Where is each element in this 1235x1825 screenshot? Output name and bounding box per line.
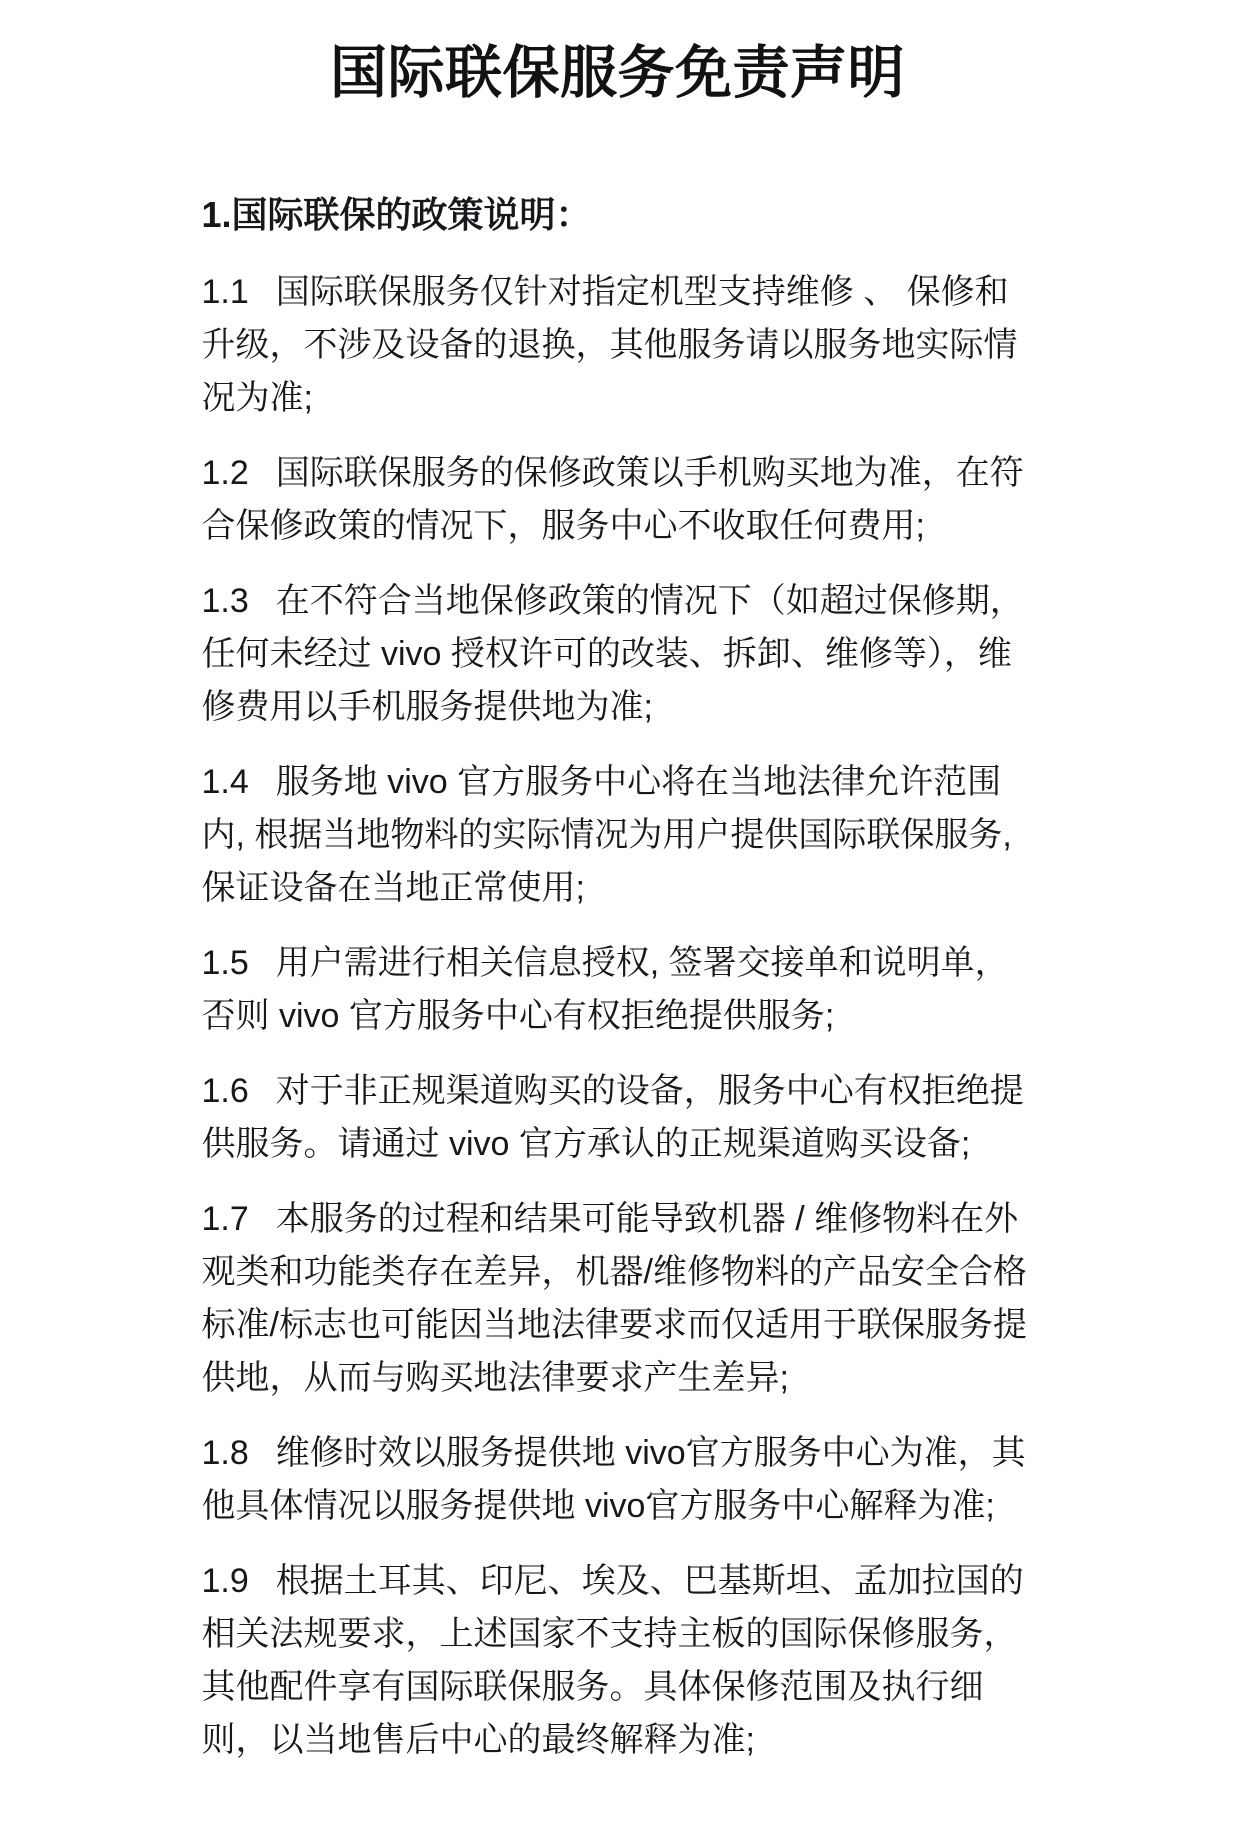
clause-1-6 bbox=[202, 1065, 1034, 1171]
clause-number: 1.7 bbox=[201, 1200, 249, 1238]
clause-1-1 bbox=[202, 266, 1034, 425]
clause-text: 对于非正规渠道购买的设备，服务中心有权拒绝提供服务。请通过 vivo 官方承认的正规渠道购买设备; bbox=[201, 1072, 1024, 1163]
clause-1-7 bbox=[202, 1193, 1034, 1405]
clause-text: 在不符合当地保修政策的情况下（如超过保修期，任何未经过 vivo 授权许可的改装、拆卸、维修等），维修费用以手机服务提供地为准; bbox=[201, 582, 1024, 726]
clause-text: 国际联保服务仅针对指定机型支持维修 、 保修和升级，不涉及设备的退换，其他服务请以服务地实际情况为准; bbox=[201, 273, 1018, 417]
clause-1-9 bbox=[202, 1555, 1034, 1767]
section-heading: 1.国际联保的政策说明： bbox=[201, 194, 592, 235]
page-title: 国际联保服务免责声明 bbox=[330, 41, 905, 105]
clause-1-5 bbox=[202, 937, 1034, 1043]
clause-1-2 bbox=[202, 447, 1034, 553]
clause-number: 1.9 bbox=[201, 1562, 249, 1600]
clause-text: 本服务的过程和结果可能导致机器 / 维修物料在外观类和功能类存在差异，机器/维修物料的产品安全合格标准/标志也可能因当地法律要求而仅适用于联保服务提供地，从而与购买地法律要求产生差异; bbox=[201, 1200, 1027, 1397]
clause-list bbox=[202, 266, 1034, 1767]
clause-text: 服务地 vivo 官方服务中心将在当地法律允许范围内, 根据当地物料的实际情况为用户提供国际联保服务, 保证设备在当地正常使用; bbox=[201, 763, 1012, 907]
clause-number: 1.3 bbox=[201, 582, 249, 620]
clause-1-4 bbox=[202, 756, 1034, 915]
clause-1-3 bbox=[202, 575, 1034, 734]
clause-1-8 bbox=[202, 1427, 1034, 1533]
clause-number: 1.5 bbox=[201, 944, 249, 982]
clause-text: 维修时效以服务提供地 vivo官方服务中心为准，其他具体情况以服务提供地 vivo官方服务中心解释为准; bbox=[201, 1434, 1026, 1525]
clause-text: 国际联保服务的保修政策以手机购买地为准，在符合保修政策的情况下，服务中心不收取任何费用; bbox=[201, 454, 1024, 545]
clause-text: 根据土耳其、印尼、埃及、巴基斯坦、孟加拉国的相关法规要求，上述国家不支持主板的国际保修服务，其他配件享有国际联保服务。具体保修范围及执行细则，以当地售后中心的最终解释为准; bbox=[201, 1562, 1024, 1759]
document-page bbox=[202, 0, 1034, 1825]
clause-text: 用户需进行相关信息授权, 签署交接单和说明单，否则 vivo 官方服务中心有权拒绝提供服务; bbox=[201, 944, 1009, 1035]
clause-number: 1.1 bbox=[201, 273, 249, 311]
clause-number: 1.8 bbox=[201, 1434, 249, 1472]
clause-number: 1.2 bbox=[201, 454, 249, 492]
clause-number: 1.4 bbox=[201, 763, 249, 801]
clause-number: 1.6 bbox=[201, 1072, 249, 1110]
